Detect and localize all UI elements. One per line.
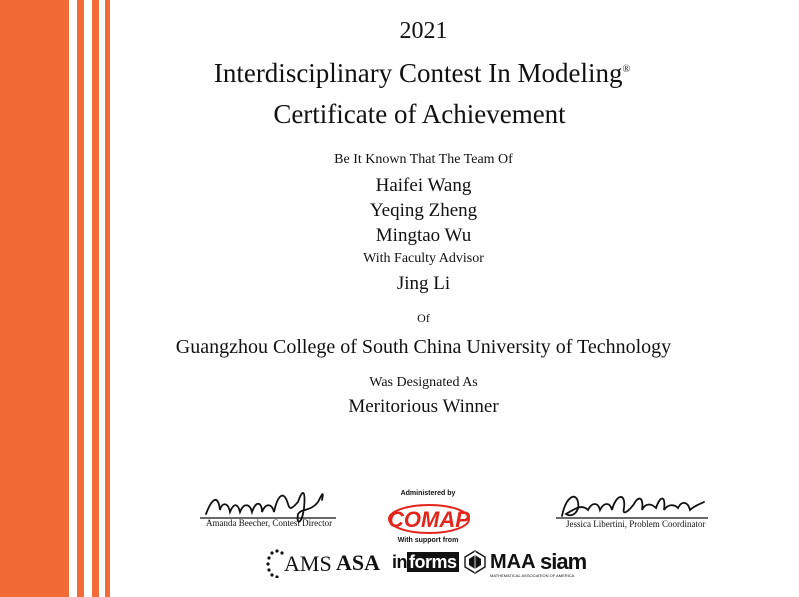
maa-subtitle: MATHEMATICAL ASSOCIATION OF AMERICA (490, 573, 575, 578)
advisor-label: With Faculty Advisor (363, 251, 484, 266)
team-intro: Be It Known That The Team Of (334, 152, 513, 167)
contest-name (0, 58, 799, 89)
contest-name-text: Interdisciplinary Contest In Modeling (213, 58, 623, 88)
advisor-name: Jing Li (396, 273, 451, 294)
comap-logo-text: COMAP (388, 507, 470, 532)
support-label: With support from (397, 537, 459, 544)
certificate-year: 2021 (399, 18, 448, 44)
administered-by-label: Administered by (400, 490, 456, 497)
registered-mark: ® (622, 64, 631, 75)
stripe-wide (0, 0, 69, 597)
of-label: Of (417, 311, 430, 325)
right-signature-caption: Jessica Libertini, Problem Coordinator (566, 519, 706, 529)
informs-box: forms (409, 552, 457, 572)
award-title: Meritorious Winner (348, 396, 499, 417)
stripe-thin-1 (77, 0, 84, 597)
left-decorative-stripes (0, 0, 112, 597)
designation-label: Was Designated As (369, 375, 478, 390)
maa-polyhedron-icon (463, 550, 487, 574)
maa-logo: MAA (490, 551, 536, 573)
siam-logo: siam (540, 549, 587, 574)
asa-logo: ASA (336, 550, 381, 575)
certificate-title-text: Certificate of Achievement (273, 99, 566, 129)
left-signature-caption: Amanda Beecher, Contest Director (206, 518, 333, 528)
stripe-thin-3 (105, 0, 110, 597)
team-member-1: Haifei Wang (375, 175, 472, 196)
certificate-title (0, 99, 799, 130)
comap-logo (384, 500, 474, 538)
stripe-thin-2 (92, 0, 99, 597)
team-member-3: Mingtao Wu (375, 225, 472, 246)
ams-logo: AMS (284, 551, 332, 576)
informs-logo (392, 552, 459, 573)
informs-prefix: in (392, 552, 407, 572)
institution-name: Guangzhou College of South China University of Technology (175, 336, 672, 358)
team-member-2: Yeqing Zheng (369, 200, 478, 221)
